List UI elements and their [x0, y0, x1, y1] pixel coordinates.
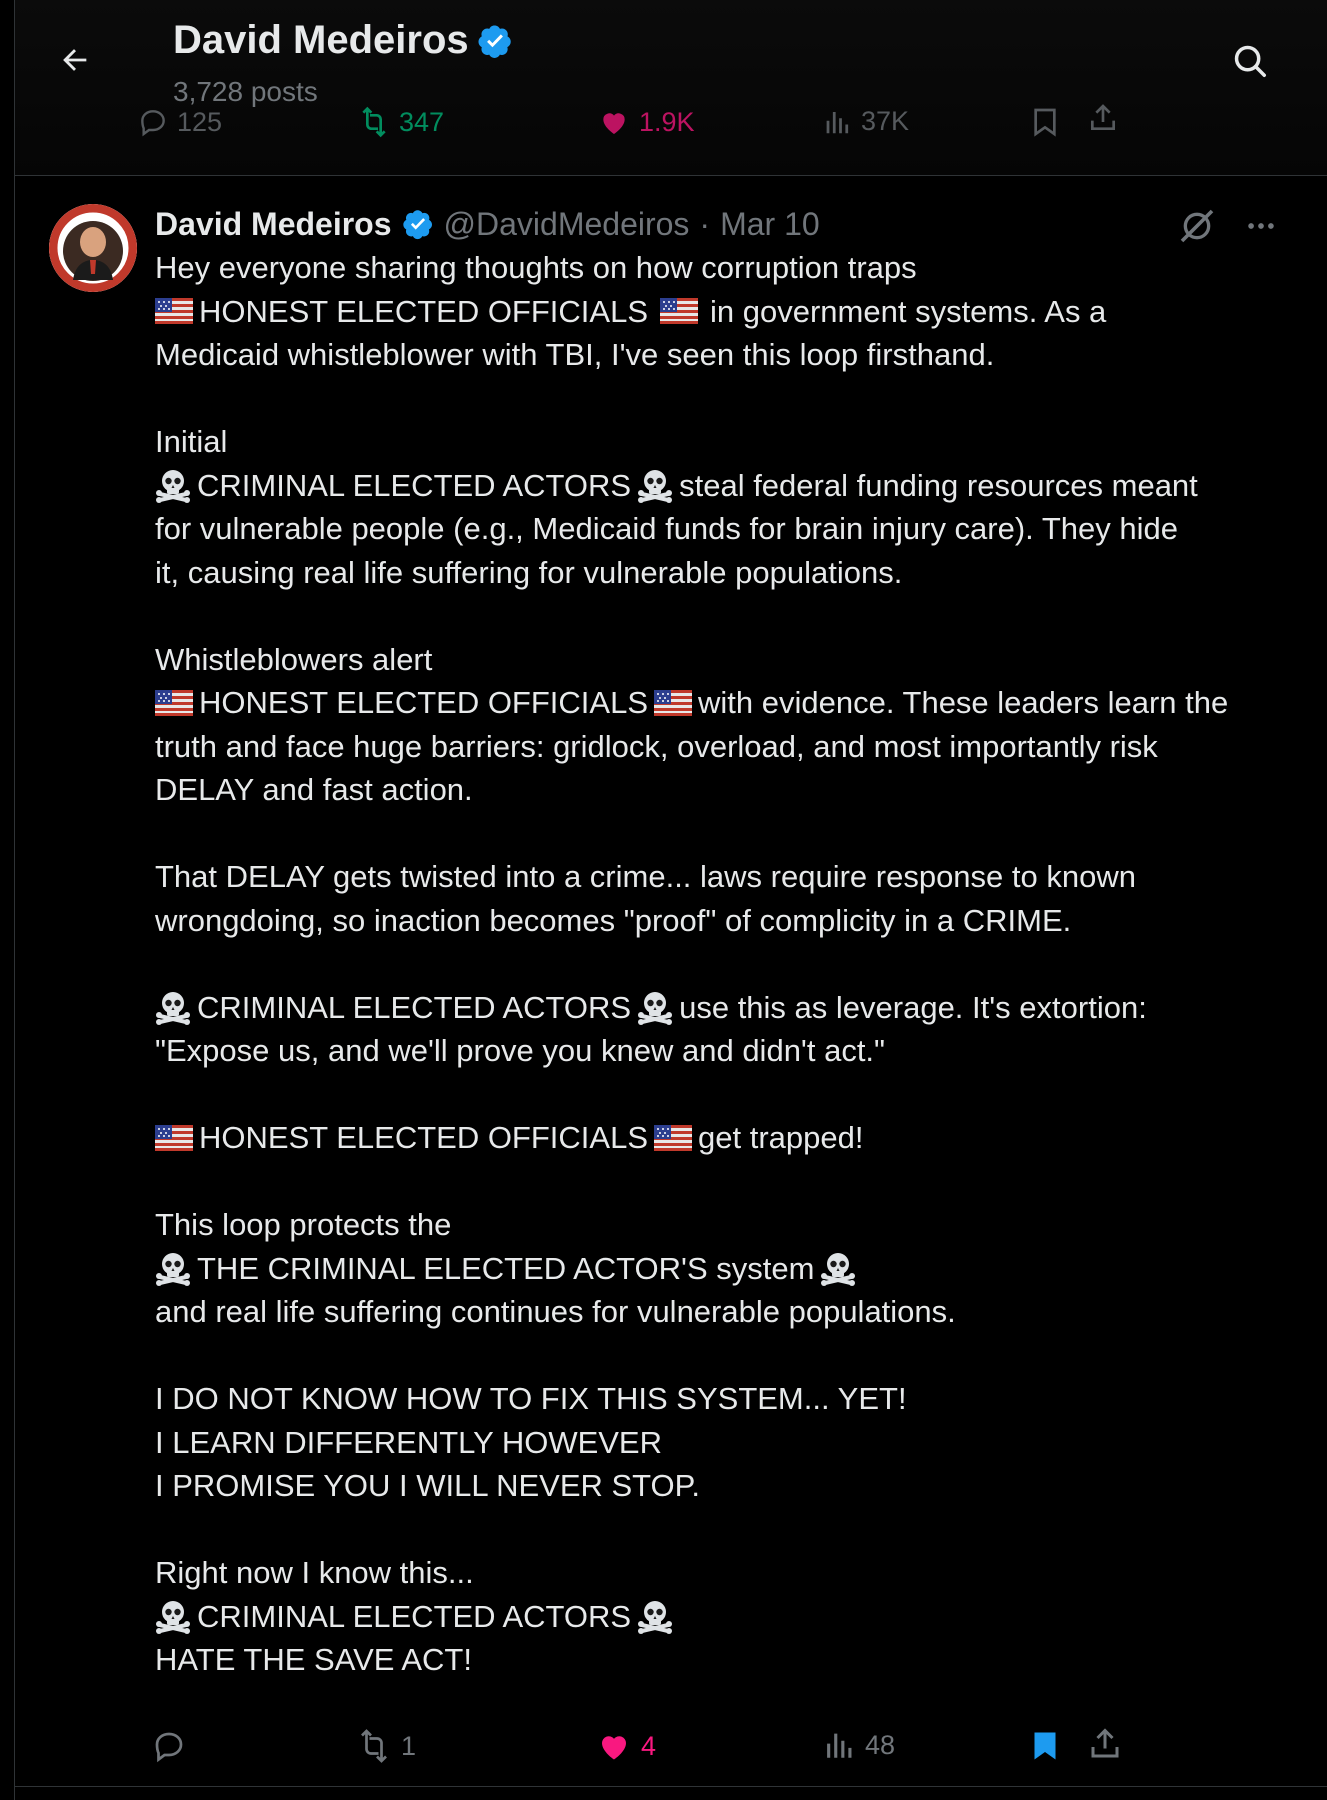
tweet-date[interactable]: Mar 10 [720, 205, 820, 242]
text-line [155, 507, 1305, 551]
verified-badge-icon [402, 208, 434, 240]
grok-button[interactable] [1175, 204, 1219, 248]
text-segment: "Expose us, and we'll prove you knew and didn't act." [155, 1033, 886, 1068]
skull-crossbones-icon [637, 467, 673, 503]
prev-like-count: 1.9K [639, 106, 695, 137]
text-line [155, 1595, 1305, 1639]
text-segment: steal federal funding resources meant [679, 467, 1198, 503]
text-segment: Whistleblowers alert [155, 641, 433, 677]
text-segment: Hey everyone sharing thoughts on how corruption traps [155, 250, 917, 285]
text-segment: and real life suffering continues for vulnerable populations. [155, 1294, 956, 1329]
avatar-image [49, 204, 137, 292]
avatar[interactable] [49, 204, 137, 292]
prev-views-button[interactable] [823, 106, 909, 137]
text-line [155, 464, 1305, 508]
text-line [155, 1638, 1305, 1682]
bookmark-button[interactable] [1027, 1728, 1063, 1764]
back-button[interactable] [51, 36, 99, 84]
text-line [155, 1377, 1305, 1421]
us-flag-icon [155, 298, 193, 324]
repost-button[interactable] [355, 1728, 416, 1764]
more-options-button[interactable] [1239, 204, 1283, 248]
text-segment: This loop protects the [155, 1207, 452, 1242]
heart-icon [595, 1728, 633, 1764]
skull-crossbones-icon [155, 1598, 191, 1634]
paragraph-gap [155, 812, 1305, 856]
prev-reply-button[interactable] [137, 106, 222, 138]
text-line [155, 725, 1305, 769]
text-segment: HATE THE SAVE ACT! [155, 1642, 472, 1677]
prev-share-button[interactable] [1087, 102, 1119, 134]
reply-icon [151, 1728, 187, 1764]
paragraph-gap [155, 1334, 1305, 1378]
paragraph-gap [155, 1073, 1305, 1117]
text-segment: I LEARN DIFFERENTLY HOWEVER [155, 1424, 662, 1460]
tweet-author-name[interactable]: David Medeiros [155, 205, 392, 242]
text-segment: Initial [155, 424, 228, 459]
paragraph-gap [155, 594, 1305, 638]
text-segment: for vulnerable people (e.g., Medicaid funds for brain injury care). They hide [155, 511, 1178, 546]
tweet-divider [15, 1786, 1327, 1787]
grok-icon [1177, 206, 1217, 246]
share-icon [1087, 102, 1119, 134]
text-line [155, 551, 1305, 595]
like-count: 4 [641, 1730, 657, 1761]
like-button[interactable] [595, 1728, 656, 1764]
share-icon [1087, 1726, 1123, 1762]
prev-views-count: 37K [861, 106, 910, 136]
skull-crossbones-icon [637, 989, 673, 1025]
skull-crossbones-icon [820, 1250, 856, 1286]
bookmark-icon [1027, 1728, 1063, 1764]
more-icon [1244, 209, 1278, 243]
share-button[interactable] [1087, 1726, 1123, 1762]
previous-tweet-actions [15, 106, 1327, 146]
text-line [155, 1247, 1305, 1291]
separator-dot: · [699, 205, 711, 242]
skull-crossbones-icon [155, 1250, 191, 1286]
header-post-count: 3,728 posts [173, 76, 318, 107]
verified-badge-icon [477, 23, 513, 59]
tweet-actions [15, 1724, 1327, 1774]
prev-bookmark-button[interactable] [1029, 106, 1061, 138]
us-flag-icon [654, 1125, 692, 1151]
repost-count: 1 [401, 1730, 417, 1761]
text-segment: with evidence. These leaders learn the [698, 685, 1229, 720]
text-line [155, 1551, 1305, 1595]
heart-icon [597, 106, 631, 138]
repost-icon [355, 1728, 393, 1764]
prev-repost-count: 347 [399, 106, 445, 137]
views-button[interactable] [823, 1728, 895, 1762]
text-segment: Medicaid whistleblower with TBI, I've seen this loop firsthand. [155, 337, 995, 372]
tweet [15, 176, 1327, 1800]
text-line [155, 1029, 1305, 1073]
paragraph-gap [155, 942, 1305, 986]
bookmark-icon [1029, 106, 1061, 138]
tweet-header [155, 204, 820, 244]
timeline-column [14, 0, 1327, 1800]
text-line [155, 1421, 1305, 1465]
text-segment: That DELAY gets twisted into a crime... laws require response to known [155, 859, 1136, 894]
header-name-text: David Medeiros [173, 18, 469, 62]
text-segment: Right now I know this... [155, 1555, 474, 1590]
text-segment: HONEST ELECTED OFFICIALS [199, 685, 649, 720]
text-line [155, 1290, 1305, 1334]
text-segment: CRIMINAL ELECTED ACTORS [197, 467, 632, 503]
profile-header [15, 0, 1327, 176]
text-line [155, 899, 1305, 943]
us-flag-icon [660, 298, 698, 324]
text-line [155, 246, 1305, 290]
text-line [155, 290, 1305, 334]
text-line [155, 1203, 1305, 1247]
text-segment: truth and face huge barriers: gridlock, overload, and most importantly risk [155, 728, 1158, 764]
text-line [155, 333, 1305, 377]
text-segment: in government systems. As a [710, 293, 1107, 329]
back-arrow-icon [58, 43, 92, 77]
text-segment: DELAY and fast action. [155, 772, 473, 807]
views-icon [823, 1728, 857, 1762]
text-segment: I PROMISE YOU I WILL NEVER STOP. [155, 1468, 700, 1503]
text-line [155, 986, 1305, 1030]
text-segment: wrongdoing, so inaction becomes "proof" of complicity in a CRIME. [155, 902, 1072, 938]
skull-crossbones-icon [155, 989, 191, 1025]
paragraph-gap [155, 377, 1305, 421]
us-flag-icon [155, 690, 193, 716]
text-line [155, 420, 1305, 464]
skull-crossbones-icon [637, 1598, 673, 1634]
text-line [155, 638, 1305, 682]
views-count: 48 [865, 1729, 896, 1760]
paragraph-gap [155, 1508, 1305, 1552]
us-flag-icon [155, 1125, 193, 1151]
text-line [155, 1464, 1305, 1508]
text-line [155, 855, 1305, 899]
search-icon [1231, 42, 1269, 80]
header-name [173, 18, 513, 63]
prev-like-button[interactable] [597, 106, 695, 138]
tweet-text [155, 246, 1305, 1682]
text-segment: I DO NOT KNOW HOW TO FIX THIS SYSTEM... YET! [155, 1381, 907, 1416]
search-button[interactable] [1225, 36, 1275, 86]
text-line [155, 1116, 1305, 1160]
reply-icon [137, 106, 169, 138]
repost-icon [357, 106, 391, 138]
text-segment: it, causing real life suffering for vulnerable populations. [155, 554, 903, 590]
text-segment: use this as leverage. It's extortion: [679, 989, 1147, 1025]
reply-button[interactable] [151, 1728, 187, 1764]
text-segment: CRIMINAL ELECTED ACTORS [197, 1598, 632, 1634]
tweet-author-handle[interactable]: @DavidMedeiros [443, 205, 690, 242]
prev-repost-button[interactable] [357, 106, 444, 138]
text-segment: HONEST ELECTED OFFICIALS [199, 293, 649, 329]
skull-crossbones-icon [155, 467, 191, 503]
text-line [155, 681, 1305, 725]
text-segment: get trapped! [698, 1120, 864, 1155]
text-segment: CRIMINAL ELECTED ACTORS [197, 989, 632, 1025]
prev-reply-count: 125 [177, 106, 223, 137]
text-segment: HONEST ELECTED OFFICIALS [199, 1120, 649, 1155]
views-icon [823, 107, 853, 137]
us-flag-icon [654, 690, 692, 716]
text-segment: THE CRIMINAL ELECTED ACTOR'S system [197, 1250, 815, 1286]
paragraph-gap [155, 1160, 1305, 1204]
text-line [155, 768, 1305, 812]
